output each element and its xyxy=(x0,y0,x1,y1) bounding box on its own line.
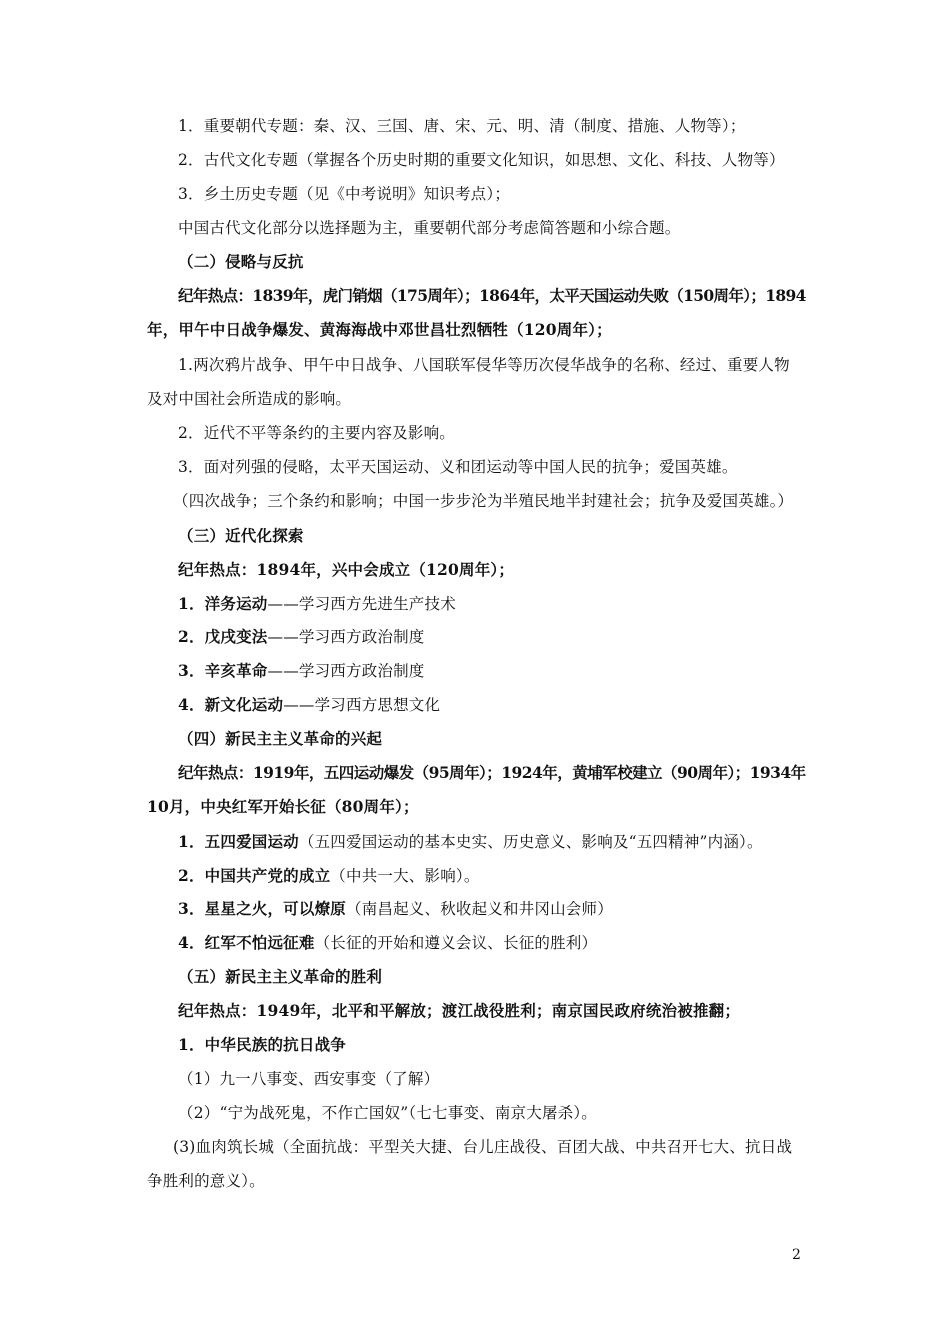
bold-text: 纪年热点：1949年，北平和平解放；渡江战役胜利；南京国民政府统治被推翻； xyxy=(178,1001,741,1020)
bold-text: （三）近代化探索 xyxy=(178,526,304,545)
text-line xyxy=(178,763,806,783)
bold-text: （五）新民主主义革命的胜利 xyxy=(178,967,383,986)
text-segment: （1）九一八事变、西安事变（了解） xyxy=(178,1070,440,1088)
bold-text: 4．红军不怕远征难 xyxy=(178,933,315,952)
text-line xyxy=(178,116,746,136)
text-line xyxy=(178,1103,597,1123)
text-line xyxy=(178,252,304,272)
text-line xyxy=(173,491,793,511)
text-segment: 2．古代文化专题（掌握各个历史时期的重要文化知识，如思想、文化、科技、人物等） xyxy=(178,151,785,169)
text-segment: 3．面对列强的侵略，太平天国运动、义和团运动等中国人民的抗争；爱国英雄。 xyxy=(178,458,738,476)
text-line xyxy=(178,832,763,852)
bold-text: （二）侵略与反抗 xyxy=(178,252,304,271)
text-line xyxy=(178,967,382,987)
text-segment: （南昌起义、秋收起义和井冈山会师） xyxy=(346,900,613,918)
bold-text: （四）新民主主义革命的兴起 xyxy=(178,729,383,748)
text-segment: （四次战争；三个条约和影响；中国一步步沦为半殖民地半封建社会；抗争及爱国英雄。） xyxy=(173,492,794,510)
text-line xyxy=(178,1069,439,1089)
text-line xyxy=(178,594,456,614)
text-segment: ——学习西方政治制度 xyxy=(267,662,425,680)
text-line xyxy=(178,933,597,953)
text-line xyxy=(173,1137,792,1157)
text-line xyxy=(178,661,425,681)
bold-text: 纪年热点：1839年，虎门销烟（175周年）；1864年，太平天国运动失败（150周年）；1894 xyxy=(178,286,806,305)
text-line xyxy=(178,286,806,306)
text-segment: 争胜利的意义）。 xyxy=(147,1172,265,1190)
bold-text: 4．新文化运动 xyxy=(178,695,284,714)
text-line xyxy=(178,695,440,715)
text-line xyxy=(178,866,480,886)
page-number: 2 xyxy=(792,1247,801,1263)
bold-text: 年，甲午中日战争爆发、黄海海战中邓世昌壮烈牺牲（120周年）； xyxy=(147,320,612,339)
bold-text: 1．中华民族的抗日战争 xyxy=(178,1035,346,1054)
text-line xyxy=(178,729,382,749)
text-line xyxy=(178,627,425,647)
text-segment: (3)血肉筑长城（全面抗战：平型关大捷、台儿庄战役、百团大战、中共召开七大、抗日战 xyxy=(173,1138,793,1156)
text-line xyxy=(178,423,455,443)
text-line xyxy=(178,218,680,238)
text-line xyxy=(178,184,510,204)
bold-text: 1．洋务运动 xyxy=(178,594,268,613)
text-line xyxy=(178,526,304,546)
text-line xyxy=(178,1035,346,1055)
text-segment: 3．乡土历史专题（见《中考说明》知识考点）； xyxy=(178,185,511,203)
text-segment: （五四爱国运动的基本史实、历史意义、影响及“五四精神”内涵）。 xyxy=(298,833,763,851)
text-line xyxy=(178,150,785,170)
text-line xyxy=(147,1171,265,1191)
text-segment: ——学习西方先进生产技术 xyxy=(267,595,456,613)
text-segment: 中国古代文化部分以选择题为主，重要朝代部分考虑简答题和小综合题。 xyxy=(178,219,681,237)
bold-text: 3．辛亥革命 xyxy=(178,661,268,680)
text-line xyxy=(147,797,419,817)
text-line xyxy=(178,1001,740,1021)
text-segment: （2）“宁为战死鬼，不作亡国奴”（七七事变、南京大屠杀）。 xyxy=(178,1104,598,1122)
bold-text: 纪年热点：1919年，五四运动爆发（95周年）；1924年，黄埔军校建立（90周年）；1934年 xyxy=(178,763,806,782)
text-line xyxy=(178,457,738,477)
bold-text: 纪年热点：1894年，兴中会成立（120周年）； xyxy=(178,560,515,579)
text-segment: 1．重要朝代专题：秦、汉、三国、唐、宋、元、明、清（制度、措施、人物等）； xyxy=(178,117,746,135)
text-line xyxy=(178,899,613,919)
text-line xyxy=(147,320,612,340)
text-segment: （长征的开始和遵义会议、长征的胜利） xyxy=(314,934,598,952)
text-segment: （中共一大、影响）。 xyxy=(330,867,480,885)
text-line xyxy=(178,355,790,375)
text-segment: ——学习西方思想文化 xyxy=(283,696,441,714)
text-line xyxy=(178,560,514,580)
bold-text: 1．五四爱国运动 xyxy=(178,832,299,851)
bold-text: 2．戊戌变法 xyxy=(178,627,268,646)
text-segment: ——学习西方政治制度 xyxy=(267,628,425,646)
text-segment: 2．近代不平等条约的主要内容及影响。 xyxy=(178,424,455,442)
text-line xyxy=(147,389,351,409)
bold-text: 10月，中央红军开始长征（80周年）； xyxy=(147,797,419,816)
text-segment: 1.两次鸦片战争、甲午中日战争、八国联军侵华等历次侵华战争的名称、经过、重要人物 xyxy=(178,356,790,374)
text-segment: 及对中国社会所造成的影响。 xyxy=(147,390,352,408)
bold-text: 3．星星之火，可以燎原 xyxy=(178,899,346,918)
bold-text: 2．中国共产党的成立 xyxy=(178,866,331,885)
